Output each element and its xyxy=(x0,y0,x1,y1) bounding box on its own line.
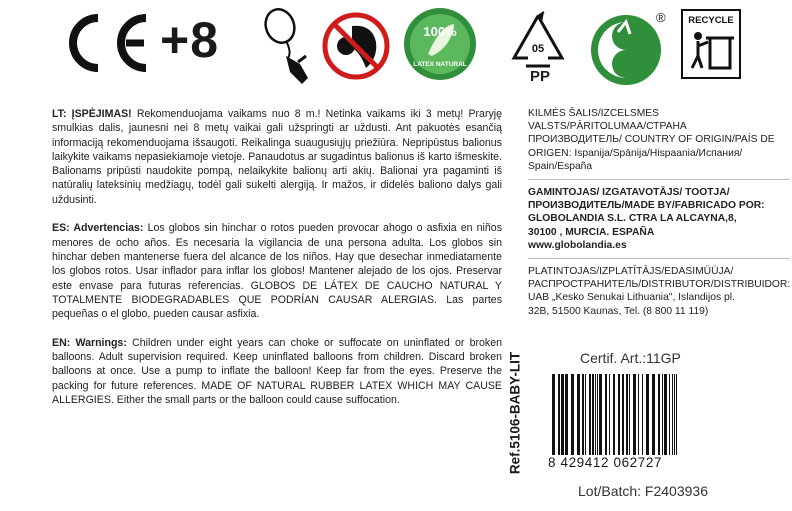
recycle-material-label: PP xyxy=(529,68,550,85)
warning-en-text: Children under eight years can choke or suffocate on uninflated or broken balloons. Adult supervision required. Keep uninflated balloons from children. Discard broken balloons at once. Use a pump to inflate the balloon! Keep far from the eyes. Preserve the packing for future references. MADE OF NATURAL RUBBER LATEX WHICH MAY CAUSE ALLERGIES. Either the small parts or the balloon could cause suffocation. xyxy=(52,336,502,406)
distributor-line: 32B, 51500 Kaunas, Tel. (8 800 11 119) xyxy=(528,305,709,317)
no-mouth-inflation-icon xyxy=(322,12,390,80)
manufacturer-line: GLOBOLANDIA S.L. CTRA LA ALCAYNA,8, xyxy=(528,213,737,225)
distributor-line: PLATINTOJAS/IZPLATĪTĀJS/EDASIMÜÜJA/ xyxy=(528,266,734,278)
origin-line: Spain/España xyxy=(528,160,593,172)
manufacturer-line: GAMINTOJAS/ IZGATAVOTĀJS/ TOOTJA/ xyxy=(528,187,730,199)
distributor-line: РАСПРОСТРАНИТЕЛЬ/DISTRIBUTOR/DISTRIBUIDOR: xyxy=(528,279,791,291)
lot-batch: Lot/Batch: F2403936 xyxy=(578,483,708,499)
warning-en-heading: EN: Warnings: xyxy=(52,336,127,349)
distributor-line: UAB „Kesko Senukai Lithuania", Islandijos pl. xyxy=(528,292,735,304)
origin-block xyxy=(528,107,790,173)
origin-line: VALSTS/PĀRITOLUMAA/СТРАНА xyxy=(528,121,687,133)
warning-lt-heading: LT: ĮSPĖJIMAS! xyxy=(52,108,132,120)
certification-article: Certif. Art.:11GP xyxy=(580,350,681,366)
warning-es-text: Los globos sin hinchar o rotos pueden provocar ahogo o asfixia en niños menores de ocho años. Es necesaria la vigilancia de una persona adulta. Los globos sin hinchar deben mantenerse fuera del alcance de los niños. Hay que desechar inmediatamente los globos rotos. Usar inflador para inflar los globos! Mantener alejado de los ojos. Preservar este envase para futuras referencias. GLOBOS DE LÁTEX DE CAUCHO NATURAL Y TOTALMENTE BIODEGRADABLES QUE PODRÍAN CAUSAR ALERGIAS. Las partes pequeñas o el globo, pueden causar asfixia. xyxy=(52,222,502,321)
product-reference xyxy=(498,317,532,509)
product-reference-text: Ref.5106-BABY-LIT xyxy=(507,351,523,475)
latex-badge-label: LATEX NATURAL xyxy=(413,61,467,68)
warning-en xyxy=(52,336,502,407)
origin-line: ORIGEN: Ispanija/Spānija/Hispaania/Испания/ xyxy=(528,147,743,159)
manufacturer-line: ПРОИЗВОДИТЕЛЬ/MADE BY/FABRICADO POR: xyxy=(528,200,765,212)
warnings-column xyxy=(52,107,502,422)
warning-es xyxy=(52,221,502,321)
age-warning-label: +8 xyxy=(160,12,220,68)
warning-lt-text: Rekomenduojama vaikams nuo 8 m.! Netinka vaikams iki 3 metų! Praryję smulkias dalis, jaunesni nei 8 metų vaikai gali užspringti ar uždusti. Ant pakuotės esančią informaciją rekomenduojama išsaugoti. Reikalinga suaugusiųjų priežiūra. Nepripūstus balionus laikykite vaikams nepasiekiamoje vietoje. Panaudotus ar sugadintus balionus iš karto išmeskite. Balionams pripūsti naudokite pompą, nelaikykite balionų arti akių. Balionai yra pagaminti iš natūralių lateksinių medžiagų, todėl gali sukelti alergiją. Ir mažos, ir didelės baliono dalys gali uždusinti. xyxy=(52,108,503,206)
divider xyxy=(528,258,790,259)
recycle-number: 05 xyxy=(531,43,545,55)
balloon-pump-icon xyxy=(262,6,314,88)
certification-icons-row xyxy=(0,0,792,100)
warning-es-heading: ES: Advertencias: xyxy=(52,222,144,235)
origin-line: ПРОИЗВОДИТЕЛЬ/ COUNTRY OF ORIGIN/PAÍS DE xyxy=(528,134,775,146)
divider xyxy=(528,179,790,180)
manufacturer-block xyxy=(528,186,790,252)
origin-line: KILMĖS ŠALIS/IZCELSMES xyxy=(528,108,660,119)
green-dot-icon xyxy=(588,12,664,88)
warning-lt xyxy=(52,107,502,207)
registered-mark: ® xyxy=(656,10,666,25)
barcode-digits: 8 429412 062727 xyxy=(548,455,748,470)
manufacturer-line: 30100 , MURCIA. ESPAÑA xyxy=(528,226,655,238)
latex-natural-badge-icon xyxy=(402,6,478,82)
info-column xyxy=(528,107,790,328)
recycle-bin-label: RECYCLE xyxy=(688,15,734,26)
recycle-bin-icon xyxy=(680,8,742,80)
ce-mark-icon xyxy=(60,8,170,78)
latex-badge-percent: 100% xyxy=(423,24,457,39)
distributor-block xyxy=(528,265,790,318)
manufacturer-website: www.globolandia.es xyxy=(528,239,627,251)
